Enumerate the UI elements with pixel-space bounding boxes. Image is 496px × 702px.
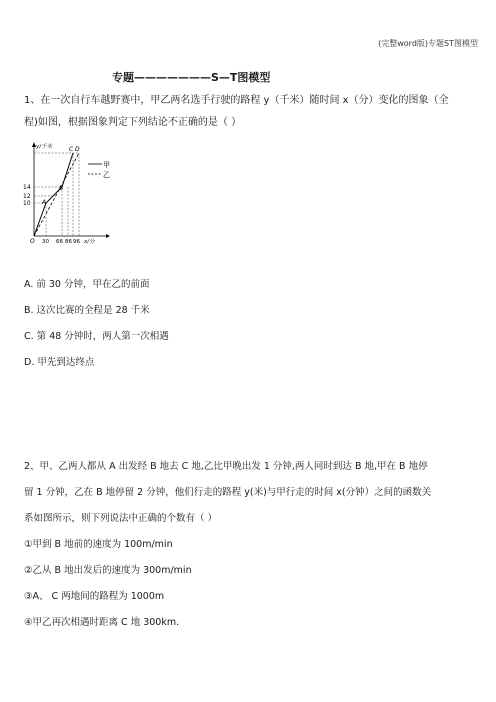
x-tick-86: 86 [65, 239, 72, 245]
distance-time-graph [22, 140, 132, 246]
question-2-line-1: 2、甲、乙两人都从 A 出发经 B 地去 C 地,乙比甲晚出发 1 分钟,两人同时到达 B 地,甲在 B 地停 [24, 461, 428, 472]
statement-1: ①甲到 B 地前的速度为 100m/min [24, 539, 173, 550]
y-tick-14: 14 [23, 184, 31, 191]
question-2-line-3: 系如图所示，则下列说法中正确的个数有（ ） [24, 513, 218, 524]
y-tick-12: 12 [23, 193, 31, 200]
option-b: B. 这次比赛的全程是 28 千米 [24, 305, 150, 316]
option-c: C. 第 48 分钟时，两人第一次相遇 [24, 331, 169, 342]
legend-jia-label: 甲 [103, 161, 110, 169]
option-d: D. 甲先到达终点 [24, 357, 95, 368]
point-a-label: A [42, 199, 47, 206]
x-tick-96: 96 [73, 239, 80, 245]
question-2-line-2: 留 1 分钟，乙在 B 地停留 2 分钟，他们行走的路程 y(米)与甲行走的时间 x(分钟）之间的函数关 [24, 487, 432, 498]
x-tick-66: 66 [56, 239, 63, 245]
statement-4: ④甲乙再次相遇时距离 C 地 300km. [24, 617, 180, 628]
y-axis-label: y/千米 [36, 144, 53, 150]
point-d-label: D [75, 146, 80, 153]
y-tick-10: 10 [23, 200, 31, 207]
series-jia-line [34, 153, 73, 236]
point-c-label: C [69, 146, 74, 153]
question-1-line-2: 程)如图，根据图象判定下列结论不正确的是（ ） [24, 117, 242, 128]
statement-2: ②乙从 B 地出发后的速度为 300m/min [24, 565, 192, 576]
x-axis-arrow [106, 234, 110, 238]
statement-3: ③A、 C 两地间的路程为 1000m [24, 591, 165, 602]
point-b-label: B [59, 185, 64, 192]
question-1-line-1: 1、在一次自行车越野赛中，甲乙两名选手行驶的路程 y（千米）随时间 x（分）变化的图象（全 [24, 95, 449, 106]
page-title: 专题———————S—T图模型 [112, 71, 271, 84]
page-header: (完整word版)专题ST图模型 [378, 39, 478, 48]
x-tick-30: 30 [42, 239, 49, 245]
legend-yi-label: 乙 [103, 171, 110, 179]
x-axis-label: x/分 [84, 239, 95, 245]
series-yi-line [34, 153, 79, 236]
origin-label: O [30, 238, 35, 245]
option-a: A. 前 30 分钟，甲在乙的前面 [24, 279, 150, 290]
